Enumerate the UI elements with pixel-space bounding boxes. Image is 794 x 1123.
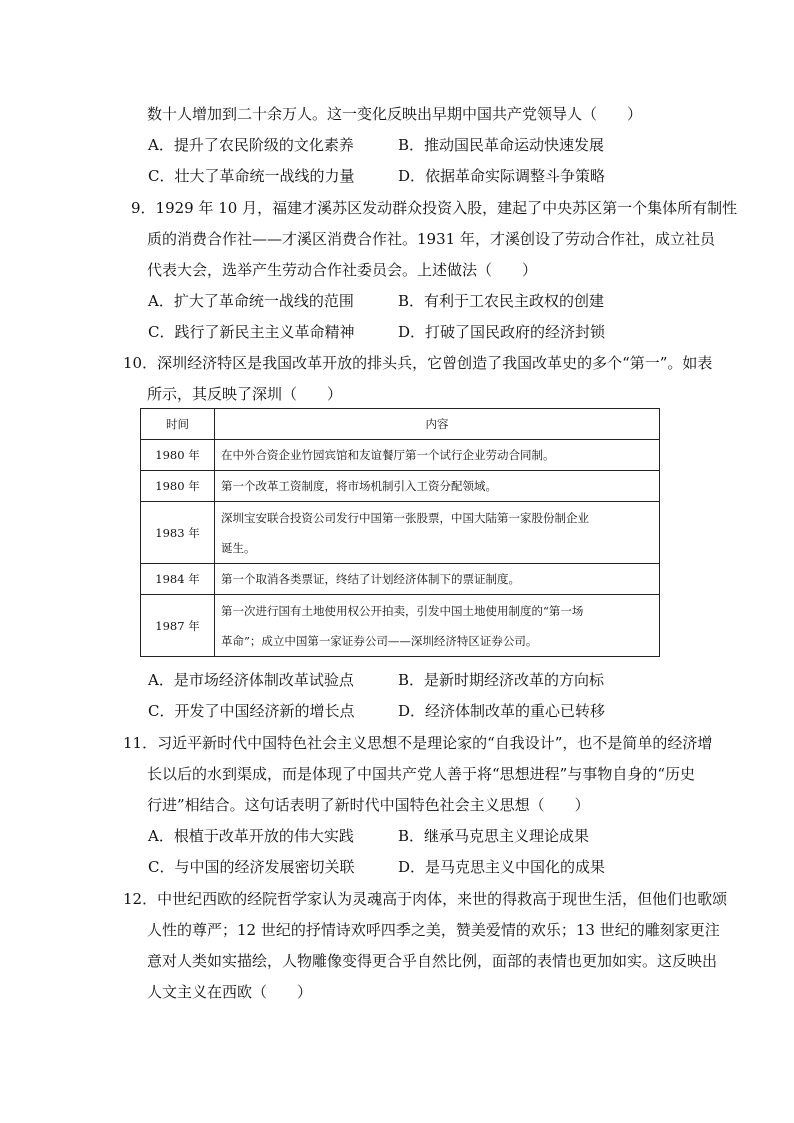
table-cell-year: 1980 年 [141, 440, 215, 471]
q8-option-d[interactable]: D．依据革命实际调整斗争策略 [398, 167, 606, 185]
table-row [141, 595, 660, 657]
table-cell-content-line: 革命”；成立中国第一家证券公司——深圳经济特区证券公司。 [221, 633, 538, 648]
q10-option-b[interactable]: B．是新时期经济改革的方向标 [398, 671, 605, 689]
q12-stem-line-1: 12．中世纪西欧的经院哲学家认为灵魂高于肉体，来世的得救高于现世生活，但他们也歌颂 [123, 890, 728, 908]
table-header-time: 时间 [141, 409, 215, 440]
q9-option-d[interactable]: D．打破了国民政府的经济封锁 [398, 323, 606, 341]
table-row [141, 502, 660, 564]
q9-stem-line-3: 代表大会，选举产生劳动合作社委员会。上述做法（ ） [147, 261, 538, 279]
q10-stem-line-2: 所示，其反映了深圳（ ） [147, 385, 343, 403]
q11-option-c[interactable]: C．与中国的经济发展密切关联 [148, 858, 355, 876]
table-row [141, 471, 660, 502]
table-header-row [141, 409, 660, 440]
table-cell-content [215, 564, 660, 595]
table-row [141, 440, 660, 471]
q10-option-c[interactable]: C．开发了中国经济新的增长点 [148, 702, 355, 720]
table-cell-content-line: 第一个取消各类票证，终结了计划经济体制下的票证制度。 [221, 572, 520, 586]
q11-stem-line-3: 行进”相结合。这句话表明了新时代中国特色社会主义思想（ ） [147, 796, 590, 814]
q11-option-b[interactable]: B．继承马克思主义理论成果 [398, 827, 590, 845]
q10-stem-line-1: 10．深圳经济特区是我国改革开放的排头兵，它曾创造了我国改革史的多个“第一”。如表 [123, 354, 713, 372]
table-header-content: 内容 [215, 409, 660, 440]
table-cell-year: 1983 年 [141, 502, 215, 564]
table-cell-content [215, 502, 660, 564]
table-cell-content [215, 440, 660, 471]
table-cell-content-line: 第一次进行国有土地使用权公开拍卖，引发中国土地使用制度的“第一场 [221, 603, 584, 618]
table-cell-year: 1980 年 [141, 471, 215, 502]
q12-stem-line-3: 意对人类如实描绘，人物雕像变得更合乎自然比例，面部的表情也更加如实。这反映出 [147, 952, 718, 970]
table-cell-content [215, 595, 660, 657]
q11-stem-line-1: 11．习近平新时代中国特色社会主义思想不是理论家的“自我设计”，也不是简单的经济增 [123, 734, 713, 752]
table-cell-year: 1987 年 [141, 595, 215, 657]
q9-stem-line-1: 9．1929 年 10 月，福建才溪苏区发动群众投资入股，建起了中央苏区第一个集体所有制性 [131, 199, 738, 217]
q9-option-c[interactable]: C．践行了新民主主义革命精神 [148, 323, 355, 341]
q11-stem-line-2: 长以后的水到渠成，而是体现了中国共产党人善于将“思想进程”与事物自身的“历史 [147, 765, 696, 783]
q8-option-a[interactable]: A．提升了农民阶级的文化素养 [148, 136, 354, 154]
q11-option-a[interactable]: A．根植于改革开放的伟大实践 [148, 827, 354, 845]
q9-stem-line-2: 质的消费合作社——才溪区消费合作社。1931 年，才溪创设了劳动合作社，成立社员 [147, 230, 715, 248]
q9-option-a[interactable]: A．扩大了革命统一战线的范围 [148, 292, 354, 310]
table-cell-content-line: 在中外合资企业竹园宾馆和友谊餐厅第一个试行企业劳动合同制。 [221, 448, 555, 462]
q11-option-d[interactable]: D．是马克思主义中国化的成果 [398, 858, 606, 876]
q10-option-d[interactable]: D．经济体制改革的重心已转移 [398, 702, 606, 720]
table-cell-content [215, 471, 660, 502]
q8-option-b[interactable]: B．推动国民革命运动快速发展 [398, 136, 605, 154]
q8-option-c[interactable]: C．壮大了革命统一战线的力量 [148, 167, 355, 185]
table-cell-content-line: 第一个改革工资制度，将市场机制引入工资分配领域。 [221, 479, 497, 493]
table-row [141, 564, 660, 595]
table-cell-year: 1984 年 [141, 564, 215, 595]
table-cell-content-line: 深圳宝安联合投资公司发行中国第一张股票，中国大陆第一家股份制企业 [221, 510, 589, 525]
q9-option-b[interactable]: B．有利于工农民主政权的创建 [398, 292, 605, 310]
q10-option-a[interactable]: A．是市场经济体制改革试验点 [148, 671, 354, 689]
q10-table [140, 408, 660, 657]
q8-stem-line: 数十人增加到二十余万人。这一变化反映出早期中国共产党领导人（ ） [147, 105, 643, 123]
table-cell-content-line: 诞生。 [221, 540, 256, 555]
q12-stem-line-2: 人性的尊严；12 世纪的抒情诗欢呼四季之美，赞美爱情的欢乐；13 世纪的雕刻家更注 [147, 921, 720, 939]
q12-stem-line-4: 人文主义在西欧（ ） [147, 983, 313, 1001]
